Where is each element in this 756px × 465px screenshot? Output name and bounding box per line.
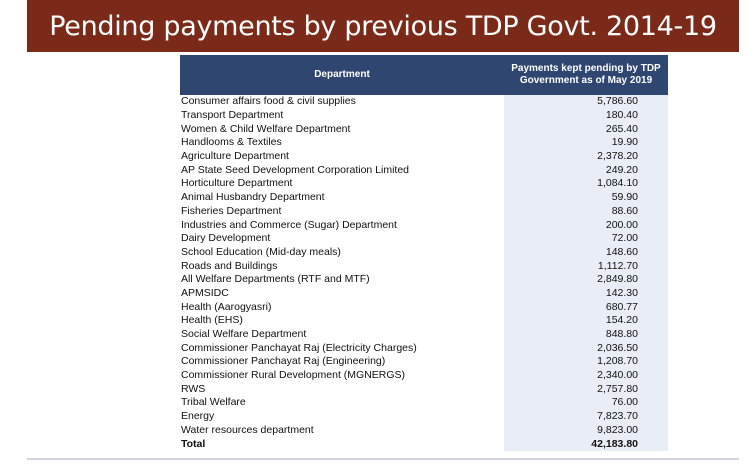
department-cell: APMSIDC <box>181 286 229 299</box>
bottom-divider <box>27 458 739 460</box>
table-row <box>180 341 668 355</box>
amount-cell: 5,786.60 <box>504 95 668 109</box>
amount-cell: 200.00 <box>504 218 668 232</box>
table-row <box>180 273 668 287</box>
department-cell: Dairy Development <box>181 232 271 245</box>
table-body <box>180 95 668 451</box>
table-row <box>180 355 668 369</box>
amount-cell: 249.20 <box>504 163 668 177</box>
table-header-row <box>180 55 668 95</box>
department-cell: RWS <box>181 382 206 395</box>
department-cell: Handlooms & Textiles <box>181 136 282 149</box>
department-cell: Energy <box>181 410 215 423</box>
department-column-header: Department <box>180 55 504 95</box>
amount-cell: 680.77 <box>504 300 668 314</box>
department-cell: AP State Seed Development Corporation Limited <box>181 163 410 176</box>
department-cell: Commissioner Panchayat Raj (Engineering) <box>181 355 386 368</box>
amount-cell: 1,112.70 <box>504 259 668 273</box>
table-row <box>180 246 668 260</box>
amount-cell: 19.90 <box>504 136 668 150</box>
table-row <box>180 259 668 273</box>
table-row <box>180 396 668 410</box>
pending-payments-table <box>180 55 668 451</box>
page-title: Pending payments by previous TDP Govt. 2014-19 <box>27 0 739 52</box>
department-cell: Water resources department <box>181 423 314 436</box>
department-cell: Fisheries Department <box>181 204 282 217</box>
department-cell: Health (EHS) <box>181 314 243 327</box>
amount-cell: 2,378.20 <box>504 150 668 164</box>
table-row <box>180 300 668 314</box>
department-cell: Roads and Buildings <box>181 259 278 272</box>
department-cell: Industries and Commerce (Sugar) Department <box>181 218 397 231</box>
table-row <box>180 218 668 232</box>
table-row <box>180 95 668 109</box>
amount-cell: 88.60 <box>504 205 668 219</box>
table-row <box>180 109 668 123</box>
amount-cell: 76.00 <box>504 396 668 410</box>
table-row <box>180 150 668 164</box>
department-cell: Animal Husbandry Department <box>181 191 325 204</box>
department-cell: Horticulture Department <box>181 177 293 190</box>
amount-cell: 72.00 <box>504 232 668 246</box>
table-row <box>180 314 668 328</box>
table-row <box>180 232 668 246</box>
amount-cell: 848.80 <box>504 328 668 342</box>
amount-cell: 142.30 <box>504 287 668 301</box>
amount-cell: 2,036.50 <box>504 341 668 355</box>
amount-cell: 2,340.00 <box>504 369 668 383</box>
department-cell: Women & Child Welfare Department <box>181 122 351 135</box>
department-cell: Health (Aarogyasri) <box>181 300 272 313</box>
department-cell: Social Welfare Department <box>181 328 307 341</box>
department-cell: Transport Department <box>181 109 284 122</box>
department-cell: Commissioner Rural Development (MGNERGS) <box>181 369 406 382</box>
table-row <box>180 410 668 424</box>
table-row <box>180 136 668 150</box>
amount-cell: 148.60 <box>504 246 668 260</box>
department-cell: Tribal Welfare <box>181 396 246 409</box>
table-row <box>180 382 668 396</box>
department-cell: Agriculture Department <box>181 150 289 163</box>
table-row <box>180 369 668 383</box>
payments-table-container <box>180 55 668 451</box>
table-row <box>180 177 668 191</box>
table-row <box>180 424 668 438</box>
department-cell: All Welfare Departments (RTF and MTF) <box>181 273 370 286</box>
total-amount: 42,183.80 <box>504 437 668 451</box>
table-row <box>180 163 668 177</box>
table-row <box>180 122 668 136</box>
amount-cell: 59.90 <box>504 191 668 205</box>
amount-column-header: Payments kept pending by TDP Government as of May 2019 <box>504 55 668 95</box>
table-row <box>180 287 668 301</box>
amount-cell: 1,208.70 <box>504 355 668 369</box>
amount-cell: 7,823.70 <box>504 410 668 424</box>
amount-cell: 1,084.10 <box>504 177 668 191</box>
department-cell: School Education (Mid-day meals) <box>181 245 341 258</box>
amount-cell: 180.40 <box>504 109 668 123</box>
amount-cell: 9,823.00 <box>504 424 668 438</box>
amount-cell: 2,757.80 <box>504 382 668 396</box>
total-row <box>180 437 668 451</box>
department-cell: Consumer affairs food & civil supplies <box>181 95 356 108</box>
table-row <box>180 328 668 342</box>
amount-cell: 2,849.80 <box>504 273 668 287</box>
amount-cell: 265.40 <box>504 122 668 136</box>
department-cell: Commissioner Panchayat Raj (Electricity Charges) <box>181 341 417 354</box>
table-row <box>180 205 668 219</box>
table-row <box>180 191 668 205</box>
amount-cell: 154.20 <box>504 314 668 328</box>
total-label: Total <box>181 437 206 450</box>
